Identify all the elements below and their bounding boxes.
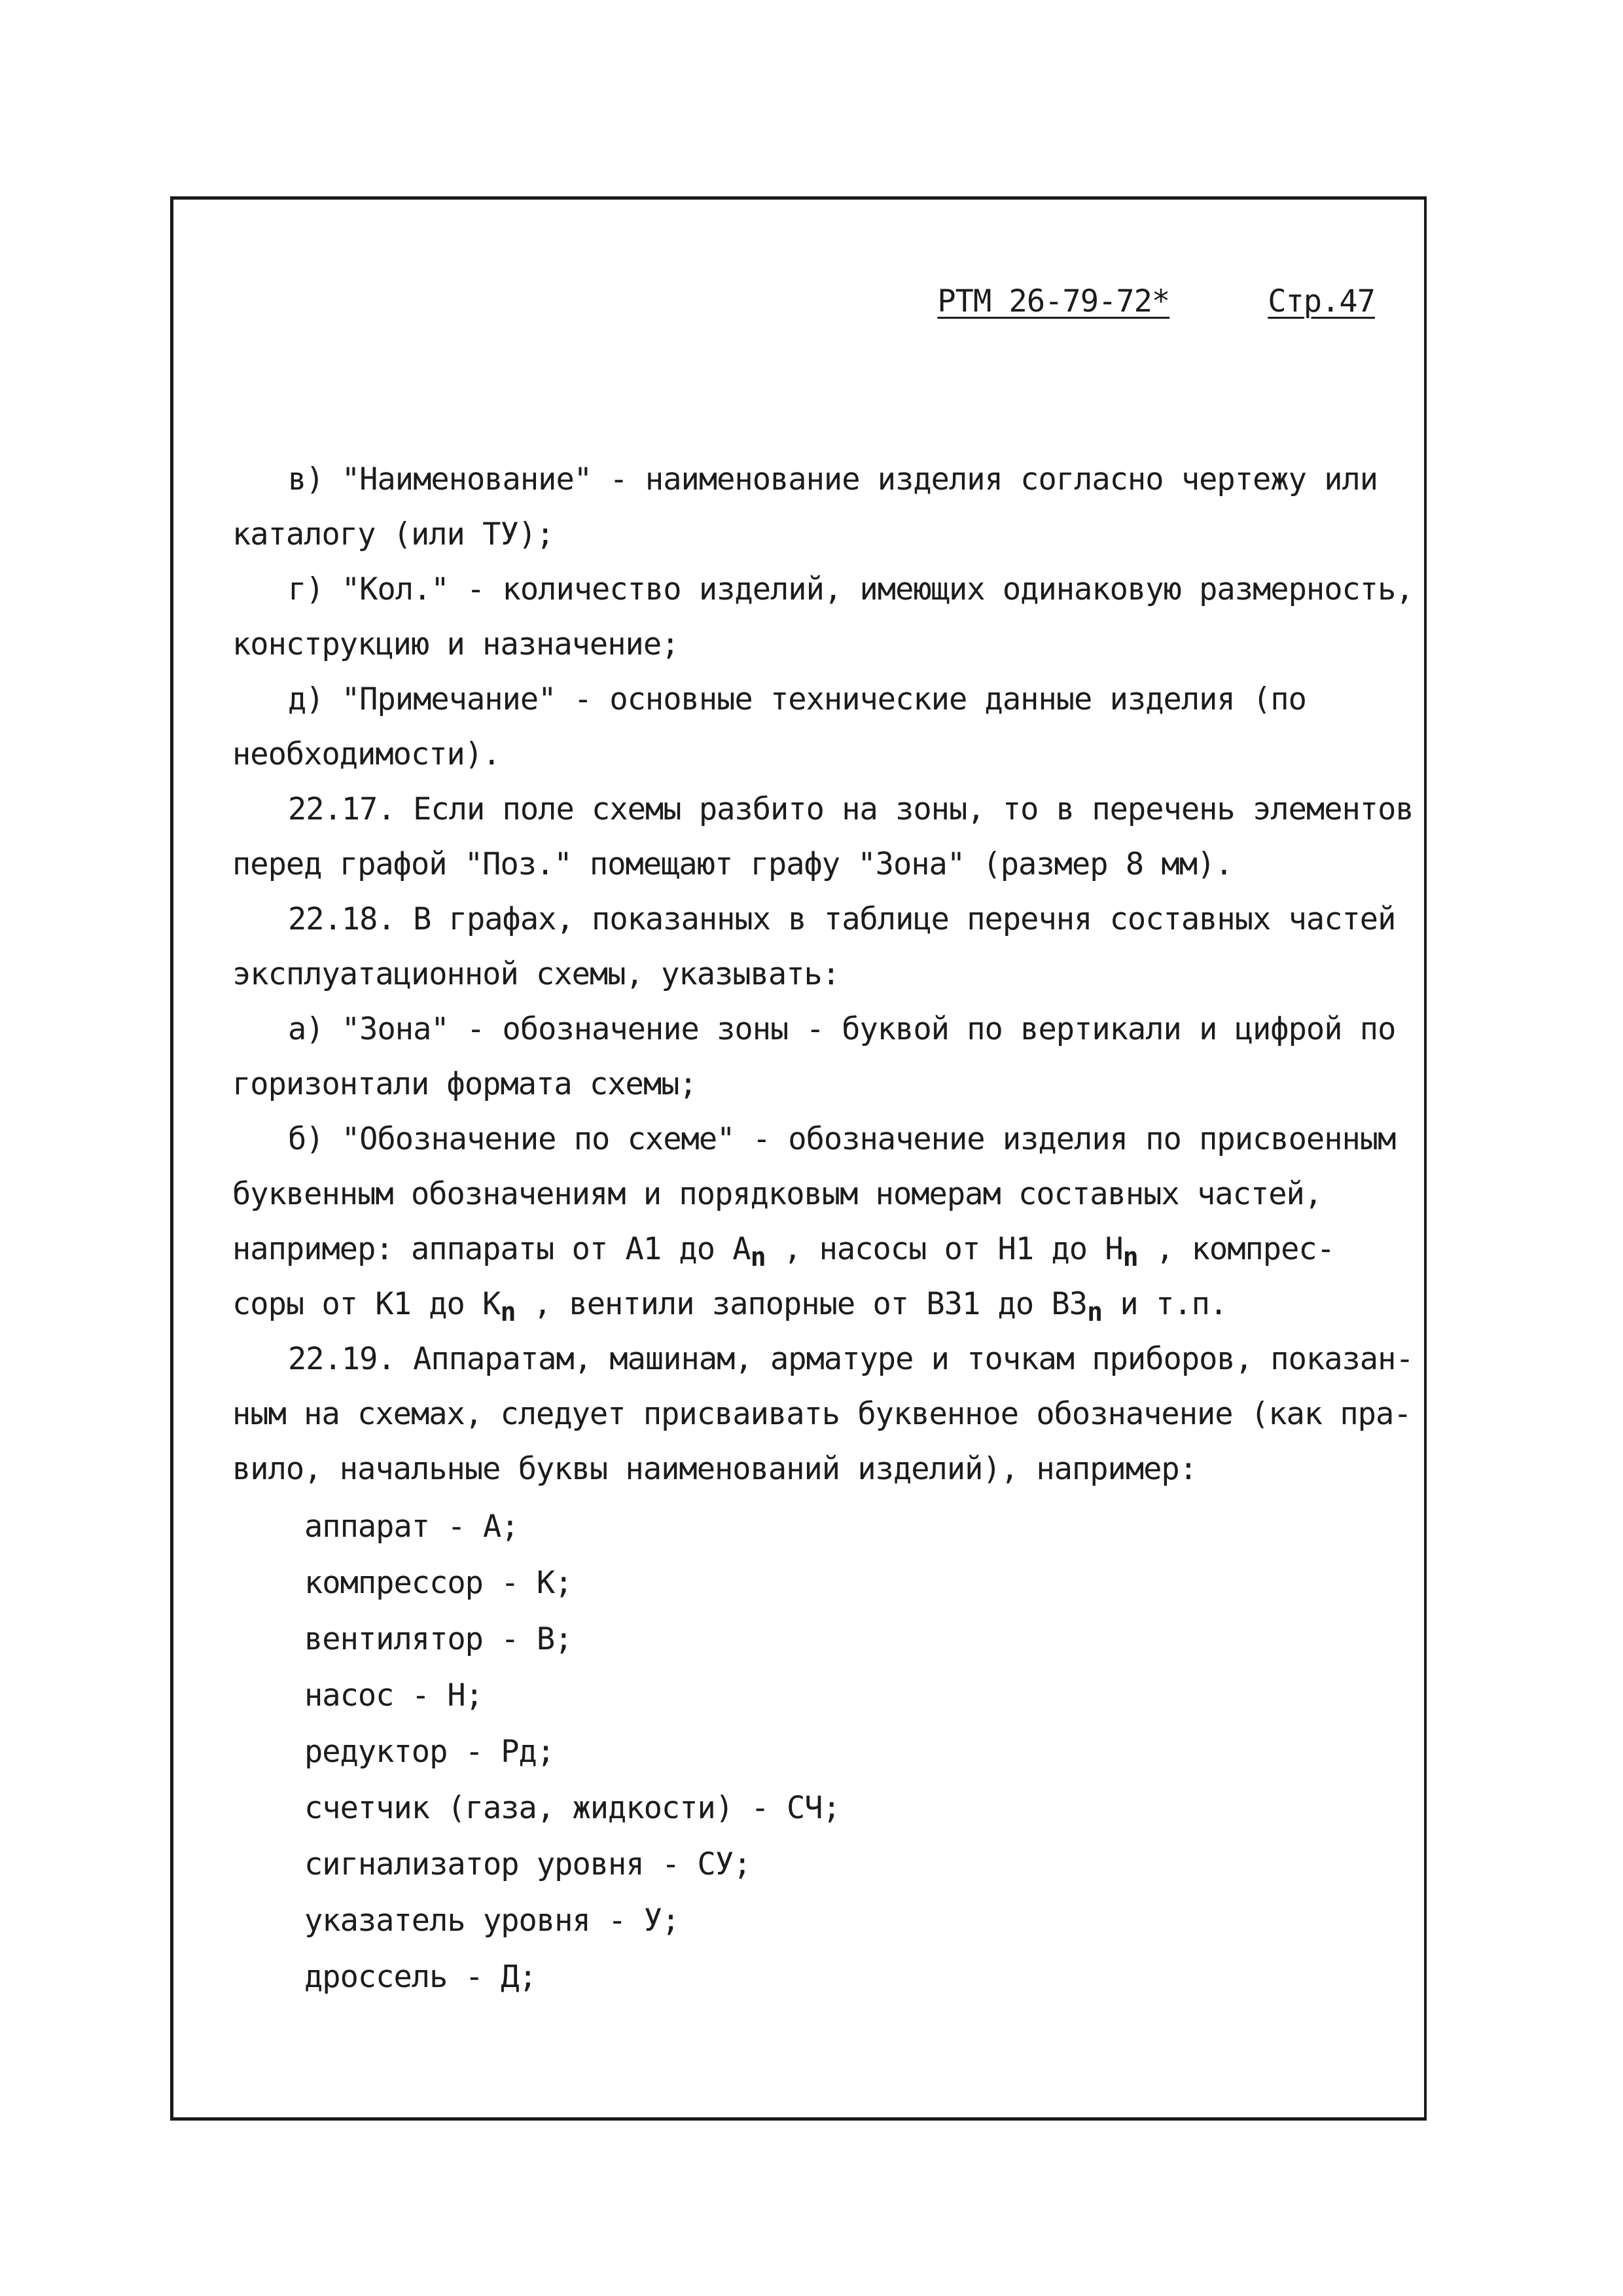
- abbrev-item: сигнализатор уровня - СУ;: [304, 1846, 751, 1882]
- page-number: Стр.47: [1268, 283, 1375, 319]
- text-line: в) "Наименование" - наименование изделия согласно чертежу или: [288, 461, 1378, 497]
- example-line: например: аппараты от А1 до Аn , насосы от Н1 до Нn , компрес-: [232, 1231, 1334, 1272]
- subscript-n: n: [1122, 1242, 1138, 1272]
- abbrev-item: дроссель - Д;: [304, 1959, 537, 1995]
- text-line: необходимости).: [232, 736, 501, 772]
- abbrev-item: указатель уровня - У;: [304, 1903, 680, 1939]
- page-frame: [170, 196, 1427, 2121]
- subscript-n: n: [750, 1242, 766, 1272]
- text-line: д) "Примечание" - основные технические данные изделия (по: [288, 681, 1306, 717]
- text-line: 22.19. Аппаратам, машинам, арматуре и точкам приборов, показан-: [288, 1341, 1414, 1377]
- example-line: соры от К1 до Кn , вентили запорные от ВЗ1 до ВЗn и т.п.: [232, 1286, 1228, 1327]
- text-line: перед графой "Поз." помещают графу "Зона" (размер 8 мм).: [232, 846, 1233, 882]
- document-code: РТМ 26-79-72*: [937, 283, 1170, 319]
- text-line: горизонтали формата схемы;: [232, 1066, 697, 1102]
- abbrev-item: компрессор - К;: [304, 1565, 573, 1601]
- abbrev-item: вентилятор - В;: [304, 1621, 573, 1657]
- text-line: конструкцию и назначение;: [232, 626, 679, 662]
- text-line: б) "Обозначение по схеме" - обозначение изделия по присвоенным: [288, 1121, 1396, 1157]
- page-header: [937, 283, 1375, 319]
- text-line: каталогу (или ТУ);: [232, 516, 554, 552]
- abbrev-item: счетчик (газа, жидкости) - СЧ;: [304, 1790, 840, 1826]
- abbrev-item: аппарат - А;: [304, 1509, 519, 1545]
- subscript-n: n: [1087, 1297, 1103, 1327]
- subscript-n: n: [500, 1297, 516, 1327]
- text-line: эксплуатационной схемы, указывать:: [232, 956, 840, 992]
- abbrev-item: редуктор - Рд;: [304, 1734, 555, 1770]
- text-line: г) "Кол." - количество изделий, имеющих одинаковую размерность,: [288, 571, 1414, 607]
- text-line: ным на схемах, следует присваивать буквенное обозначение (как пра-: [232, 1396, 1412, 1432]
- text-line: вило, начальные буквы наименований изделий), например:: [232, 1451, 1198, 1487]
- abbrev-item: насос - Н;: [304, 1677, 483, 1713]
- text-line: 22.17. Если поле схемы разбито на зоны, то в перечень элементов: [288, 791, 1414, 827]
- text-line: 22.18. В графах, показанных в таблице перечня составных частей: [288, 901, 1396, 937]
- text-line: а) "Зона" - обозначение зоны - буквой по вертикали и цифрой по: [288, 1011, 1396, 1047]
- text-line: буквенным обозначениям и порядковым номерам составных частей,: [232, 1176, 1323, 1212]
